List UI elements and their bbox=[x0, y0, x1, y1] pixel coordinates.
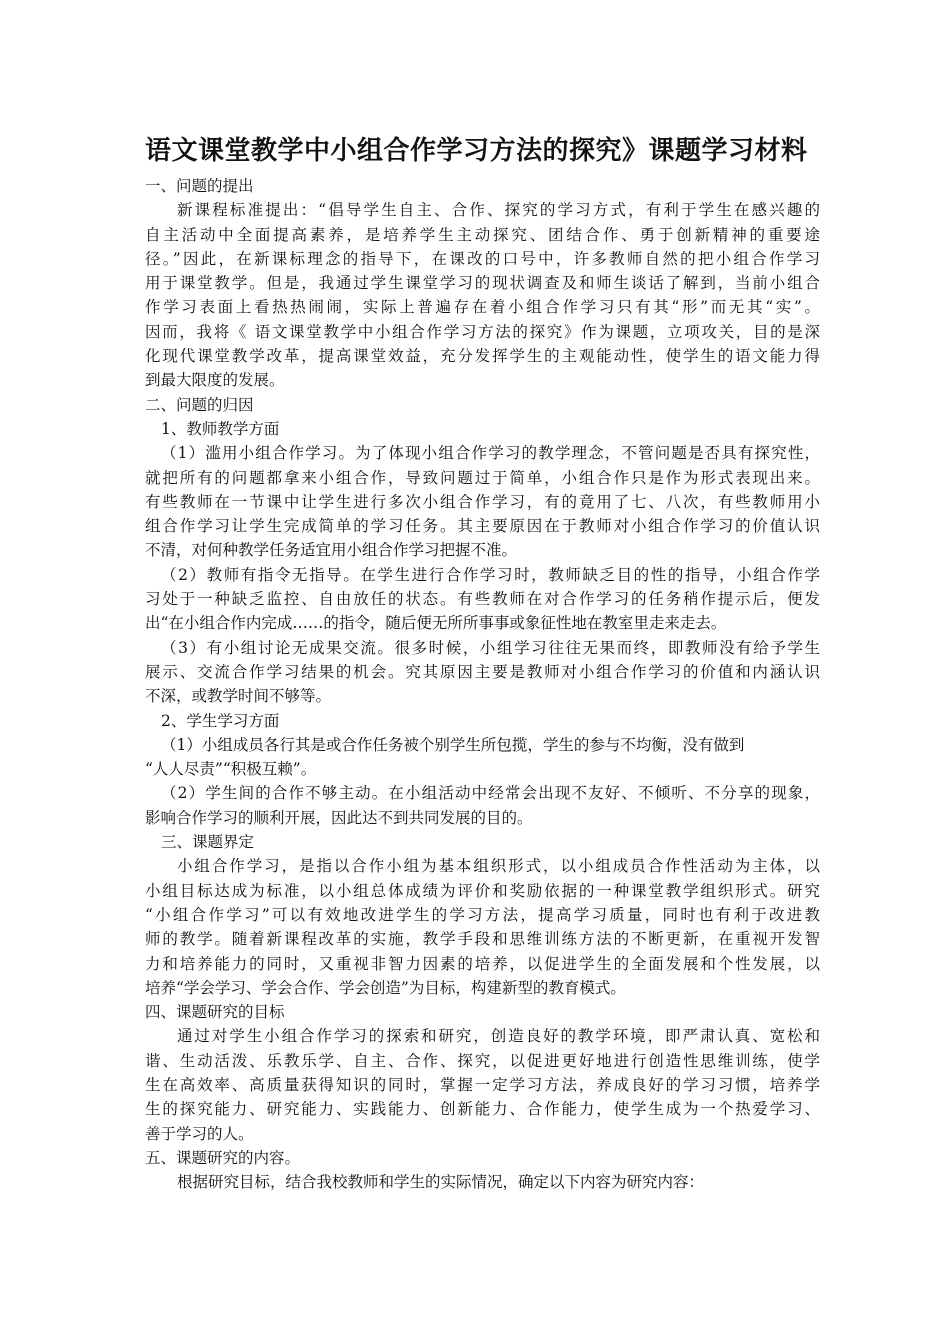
text-line: 不深，或教学时间不够等。 bbox=[145, 687, 332, 706]
text-line: 就把所有的问题都拿来小组合作，导致问题过于简单，小组合作只是作为形式表现出来。 bbox=[145, 468, 820, 487]
document-page bbox=[145, 128, 820, 1194]
text-line: 三、课题界定 bbox=[161, 833, 255, 852]
text-line: （2）教师有指令无指导。在学生进行合作学习时，教师缺乏目的性的指导，小组合作学 bbox=[161, 565, 820, 584]
text-line: 培养“学会学习、学会合作、学会创造”为目标，构建新型的教育模式。 bbox=[145, 978, 626, 997]
text-line: 根据研究目标，结合我校教师和学生的实际情况，确定以下内容为研究内容： bbox=[177, 1173, 705, 1192]
text-line: 径。”因此，在新课标理念的指导下，在课改的口号中，许多教师自然的把小组合作学习 bbox=[145, 249, 820, 268]
text-line: 一、问题的提出 bbox=[145, 177, 254, 195]
text-line: 1、教师教学方面 bbox=[161, 419, 280, 438]
text-line: 不清，对何种教学任务适宜用小组合作学习把握不准。 bbox=[145, 541, 518, 560]
text-line: 影响合作学习的顺利开展，因此达不到共同发展的目的。 bbox=[145, 808, 533, 827]
text-line: 小组目标达成为标准，以小组总体成绩为评价和奖励依据的一种课堂教学组织形式。研究 bbox=[145, 881, 820, 900]
text-line: 通过对学生小组合作学习的探索和研究，创造良好的教学环境，即严肃认真、宽松和 bbox=[177, 1027, 820, 1046]
document-body bbox=[145, 174, 820, 1194]
text-line: 力和培养能力的同时，又重视非智力因素的培养，以促进学生的全面发展和个性发展，以 bbox=[145, 954, 820, 973]
text-line: 出“在小组合作内完成……的指令，随后便无所所事事或象征性地在教室里走来走去。 bbox=[145, 614, 727, 633]
text-line: （3）有小组讨论无成果交流。很多时候，小组学习往往无果而终，即教师没有给予学生 bbox=[161, 638, 820, 657]
text-line: 师的教学。随着新课程改革的实施，教学手段和思维训练方法的不断更新，在重视开发智 bbox=[145, 930, 820, 949]
text-line: 用于课堂教学。但是，我通过学生课堂学习的现状调查及和师生谈话了解到，当前小组合 bbox=[145, 274, 820, 293]
text-line: 到最大限度的发展。 bbox=[145, 371, 285, 390]
text-line: 谐、生动活泼、乐教乐学、自主、合作、探究，以促进更好地进行创造性思维训练，使学 bbox=[145, 1051, 820, 1070]
text-line: 有些教师在一节课中让学生进行多次小组合作学习，有的竟用了七、八次，有些教师用小 bbox=[145, 492, 820, 511]
text-line: 化现代课堂教学改革，提高课堂效益，充分发挥学生的主观能动性，使学生的语文能力得 bbox=[145, 347, 820, 366]
text-line: 习处于一种缺乏监控、自由放任的状态。有些教师在对合作学习的任务稍作提示后，便发 bbox=[145, 590, 820, 609]
text-line: 作学习表面上看热热闹闹，实际上普遍存在着小组合作学习只有其“形”而无其“实”。 bbox=[145, 298, 820, 317]
document-title: 语文课堂教学中小组合作学习方法的探究》课题学习材料 bbox=[145, 136, 808, 166]
text-line: 四、课题研究的目标 bbox=[145, 1003, 285, 1022]
text-line: 2、学生学习方面 bbox=[161, 711, 280, 730]
text-line: （1）滥用小组合作学习。为了体现小组合作学习的教学理念，不管问题是否具有探究性， bbox=[161, 444, 820, 463]
text-line: 生的探究能力、研究能力、实践能力、创新能力、合作能力，使学生成为一个热爱学习、 bbox=[145, 1100, 820, 1119]
text-line: 自主活动中全面提高素养，是培养学生主动探究、团结合作、勇于创新精神的重要途 bbox=[145, 225, 820, 244]
text-line: 因而，我将《 语文课堂教学中小组合作学习方法的探究》作为课题，立项攻关，目的是深 bbox=[145, 322, 820, 341]
text-line: 二、问题的归因 bbox=[145, 395, 254, 414]
text-line: 善于学习的人。 bbox=[145, 1124, 254, 1143]
text-line: 组合作学习让学生完成简单的学习任务。其主要原因在于教师对小组合作学习的价值认识 bbox=[145, 517, 820, 536]
text-line: 展示、交流合作学习结果的机会。究其原因主要是教师对小组合作学习的价值和内涵认识 bbox=[145, 662, 820, 681]
text-line: 小组合作学习，是指以合作小组为基本组织形式，以小组成员合作性活动为主体，以 bbox=[177, 857, 820, 876]
text-line: 五、课题研究的内容。 bbox=[145, 1148, 301, 1167]
text-line: （1）小组成员各行其是或合作任务被个别学生所包揽，学生的参与不均衡，没有做到 bbox=[161, 735, 745, 754]
text-line: （2）学生间的合作不够主动。在小组活动中经常会出现不友好、不倾听、不分享的现象， bbox=[161, 784, 820, 803]
text-line: 生在高效率、高质量获得知识的同时，掌握一定学习方法，养成良好的学习习惯，培养学 bbox=[145, 1075, 820, 1094]
text-line: 新课程标准提出：“倡导学生自主、合作、探究的学习方式，有利于学生在感兴趣的 bbox=[177, 201, 820, 220]
text-line: “人人尽责”“积极互赖”。 bbox=[145, 760, 317, 779]
text-line: “小组合作学习”可以有效地改进学生的学习方法，提高学习质量，同时也有利于改进教 bbox=[145, 905, 820, 924]
